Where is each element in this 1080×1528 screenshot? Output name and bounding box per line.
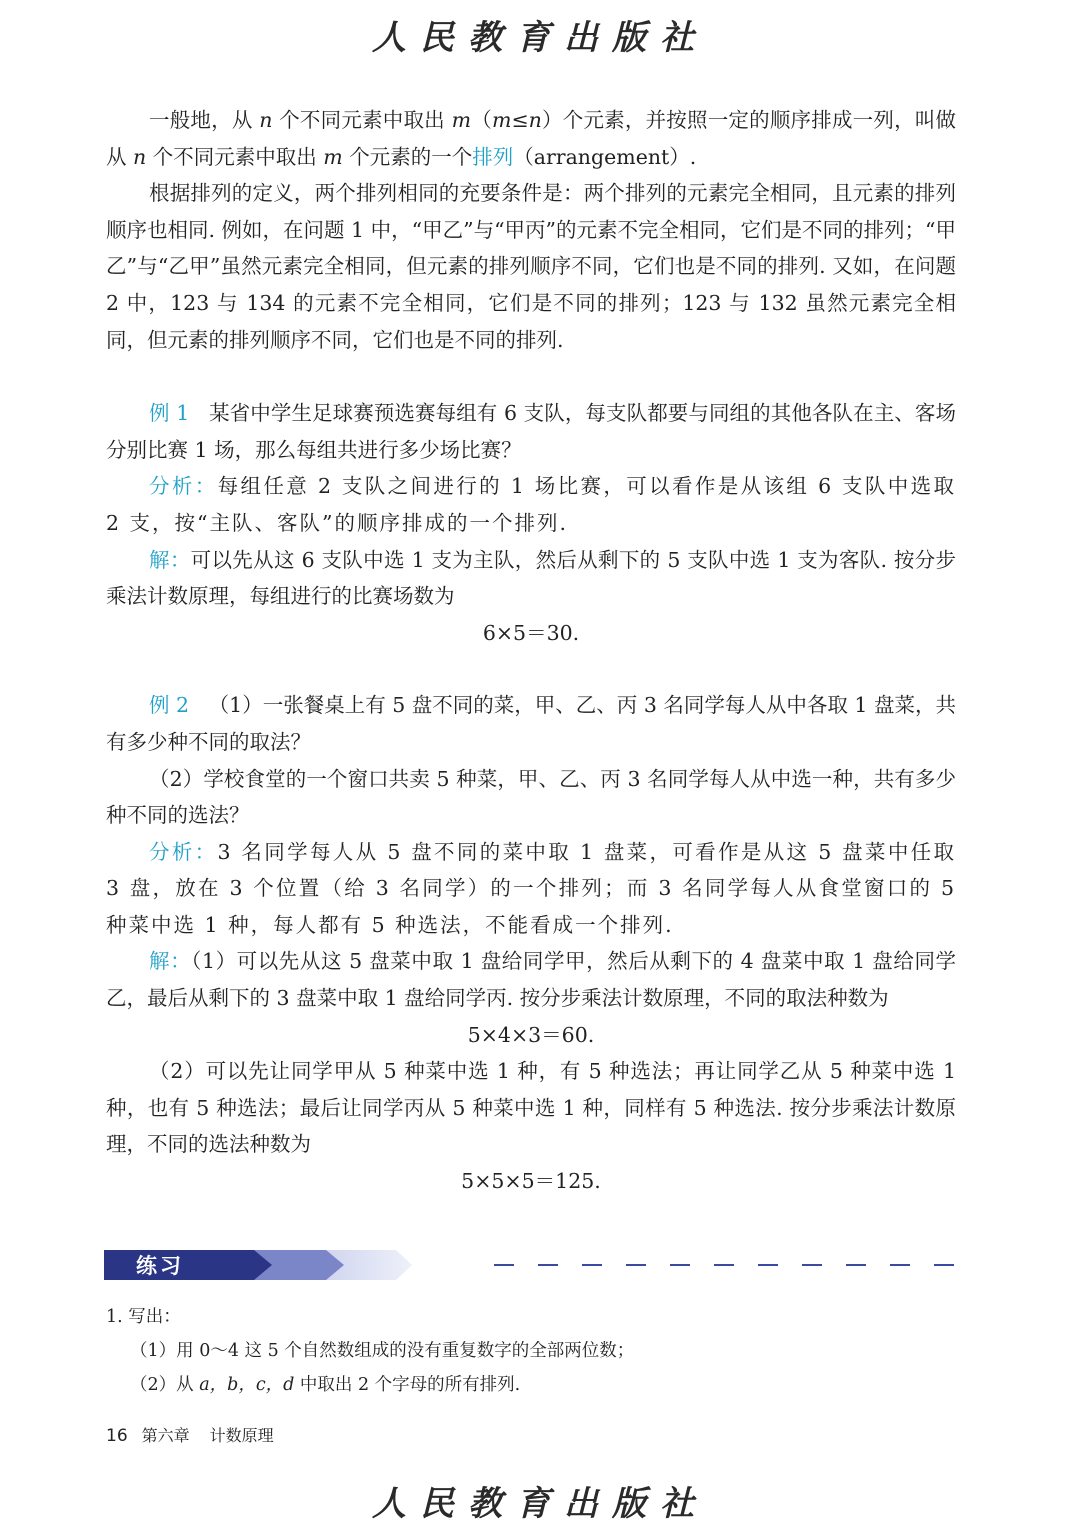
example1-solution: 解：可以先从这 6 支队中选 1 支为主队，然后从剩下的 5 支队中选 1 支为客队. 按分步乘法计数原理，每组进行的比赛场数为 — [106, 547, 957, 609]
example2-solution2: （2）可以先让同学甲从 5 种菜中选 1 种，有 5 种选法；再让同学乙从 5 种菜中选 1 种，也有 5 种选法；最后让同学丙从 5 种菜中选 1 种，同样有 5 种选法. 按分步乘法计数原理，不同的选法种数为 — [106, 1059, 956, 1157]
example2-equation1: 5×4×3＝60. — [467, 1022, 595, 1047]
exercise-header — [104, 1250, 956, 1282]
term-arrangement: 排列 — [472, 144, 514, 169]
section-label: 计数原理 — [209, 1426, 274, 1445]
exercise-list — [106, 1300, 956, 1402]
chapter-label: 第六章 — [141, 1426, 190, 1445]
publisher-watermark-top: 人民教育出版社 — [372, 18, 708, 58]
exercise-subitem-2: （2）从 a，b，c，d 中取出 2 个字母的所有排列. — [130, 1375, 521, 1395]
example1-equation: 6×5＝30. — [482, 620, 580, 645]
example1-label: 例 1 — [149, 401, 190, 426]
exercise-item-1: 1. 写出： — [106, 1307, 181, 1327]
page-footer — [106, 1423, 274, 1449]
page-body — [106, 102, 956, 1200]
page-number: 16 — [106, 1426, 128, 1446]
dashed-rule — [494, 1264, 956, 1266]
exercise-title: 练习 — [136, 1254, 184, 1278]
condition-paragraph: 根据排列的定义，两个排列相同的充要条件是：两个排列的元素完全相同，且元素的排列顺序也相同. 例如，在问题 1 中，“甲乙”与“甲丙”的元素不完全相同，它们是不同的排列；“甲乙”与“乙甲”虽然元素完全相同，但元素的排列顺序不同，它们也是不同的排列. 又如，在问题 2 中，123 与 134 的元素不完全相同，它们是不同的排列；123 与 132 虽然元素完全相同，但元素的排列顺序不同，它们也是不同的排列. — [106, 181, 957, 352]
example1-analysis: 分析：每组任意 2 支队之间进行的 1 场比赛，可以看作是从该组 6 支队中选取 2 支，按“主队、客队”的顺序排成的一个排列. — [106, 474, 956, 535]
example2-label: 例 2 — [149, 693, 190, 718]
example2-equation2: 5×5×5＝125. — [461, 1169, 601, 1194]
example2-analysis: 分析：3 名同学每人从 5 盘不同的菜中取 1 盘菜，可看作是从这 5 盘菜中任取 3 盘，放在 3 个位置（给 3 名同学）的一个排列；而 3 名同学每人从食堂窗口的 5 种菜中选 1 种，每人都有 5 种选法，不能看成一个排列. — [106, 839, 957, 937]
example2-solution1: 解：（1）可以先从这 5 盘菜中取 1 盘给同学甲，然后从剩下的 4 盘菜中取 1 盘给同学乙，最后从剩下的 3 盘菜中取 1 盘给同学丙. 按分步乘法计数原理，不同的取法种数为 — [106, 949, 957, 1011]
publisher-watermark-bottom: 人民教育出版社 — [372, 1484, 708, 1524]
exercise-subitem-1: （1）用 0～4 这 5 个自然数组成的没有重复数字的全部两位数； — [130, 1341, 635, 1361]
example2-question1: 例 2 （1）一张餐桌上有 5 盘不同的菜，甲、乙、丙 3 名同学每人从中各取 1 盘菜，共有多少种不同的取法？ — [106, 693, 956, 754]
example1-question: 例 1 某省中学生足球赛预选赛每组有 6 支队，每支队都要与同组的其他各队在主、客场分别比赛 1 场，那么每组共进行多少场比赛？ — [106, 401, 956, 462]
example2-question2: （2）学校食堂的一个窗口共卖 5 种菜，甲、乙、丙 3 名同学每人从中选一种，共有多少种不同的选法？ — [106, 766, 956, 828]
definition-paragraph: 一般地，从 n 个不同元素中取出 m（m≤n）个元素，并按照一定的顺序排成一列，叫做从 n 个不同元素中取出 m 个元素的一个排列（arrangement）. — [106, 108, 957, 169]
